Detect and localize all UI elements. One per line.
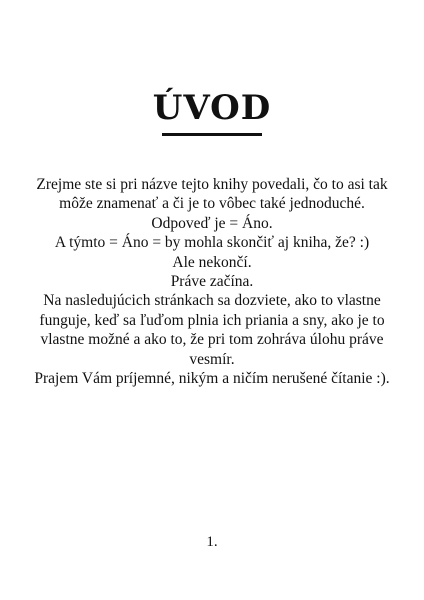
page-title: ÚVOD [152, 88, 272, 128]
paragraph: Ale nekončí. [172, 253, 252, 271]
page-number: 1. [206, 534, 218, 550]
title-underline [162, 133, 262, 136]
paragraph: A týmto = Áno = by mohla skončiť aj kniha, že? :) [54, 234, 370, 252]
paragraph: Odpoveď je = Áno. [151, 214, 273, 232]
paragraph: Práve začína. [170, 273, 254, 291]
paragraph: Na nasledujúcich stránkach sa dozviete, ako to vlastne funguje, keď sa ľuďom plnia ich priania a sny, ako je to vlastne možné a ako to, že pri tom zohráva úlohu práve vesmír. [39, 292, 385, 368]
intro-text [30, 175, 394, 388]
paragraph: Prajem Vám príjemné, nikým a ničím nerušené čítanie :). [34, 370, 390, 388]
paragraph: Zrejme ste si pri názve tejto knihy povedali, čo to asi tak môže znamenať a či je to vôbec také jednoduché. [36, 176, 388, 213]
